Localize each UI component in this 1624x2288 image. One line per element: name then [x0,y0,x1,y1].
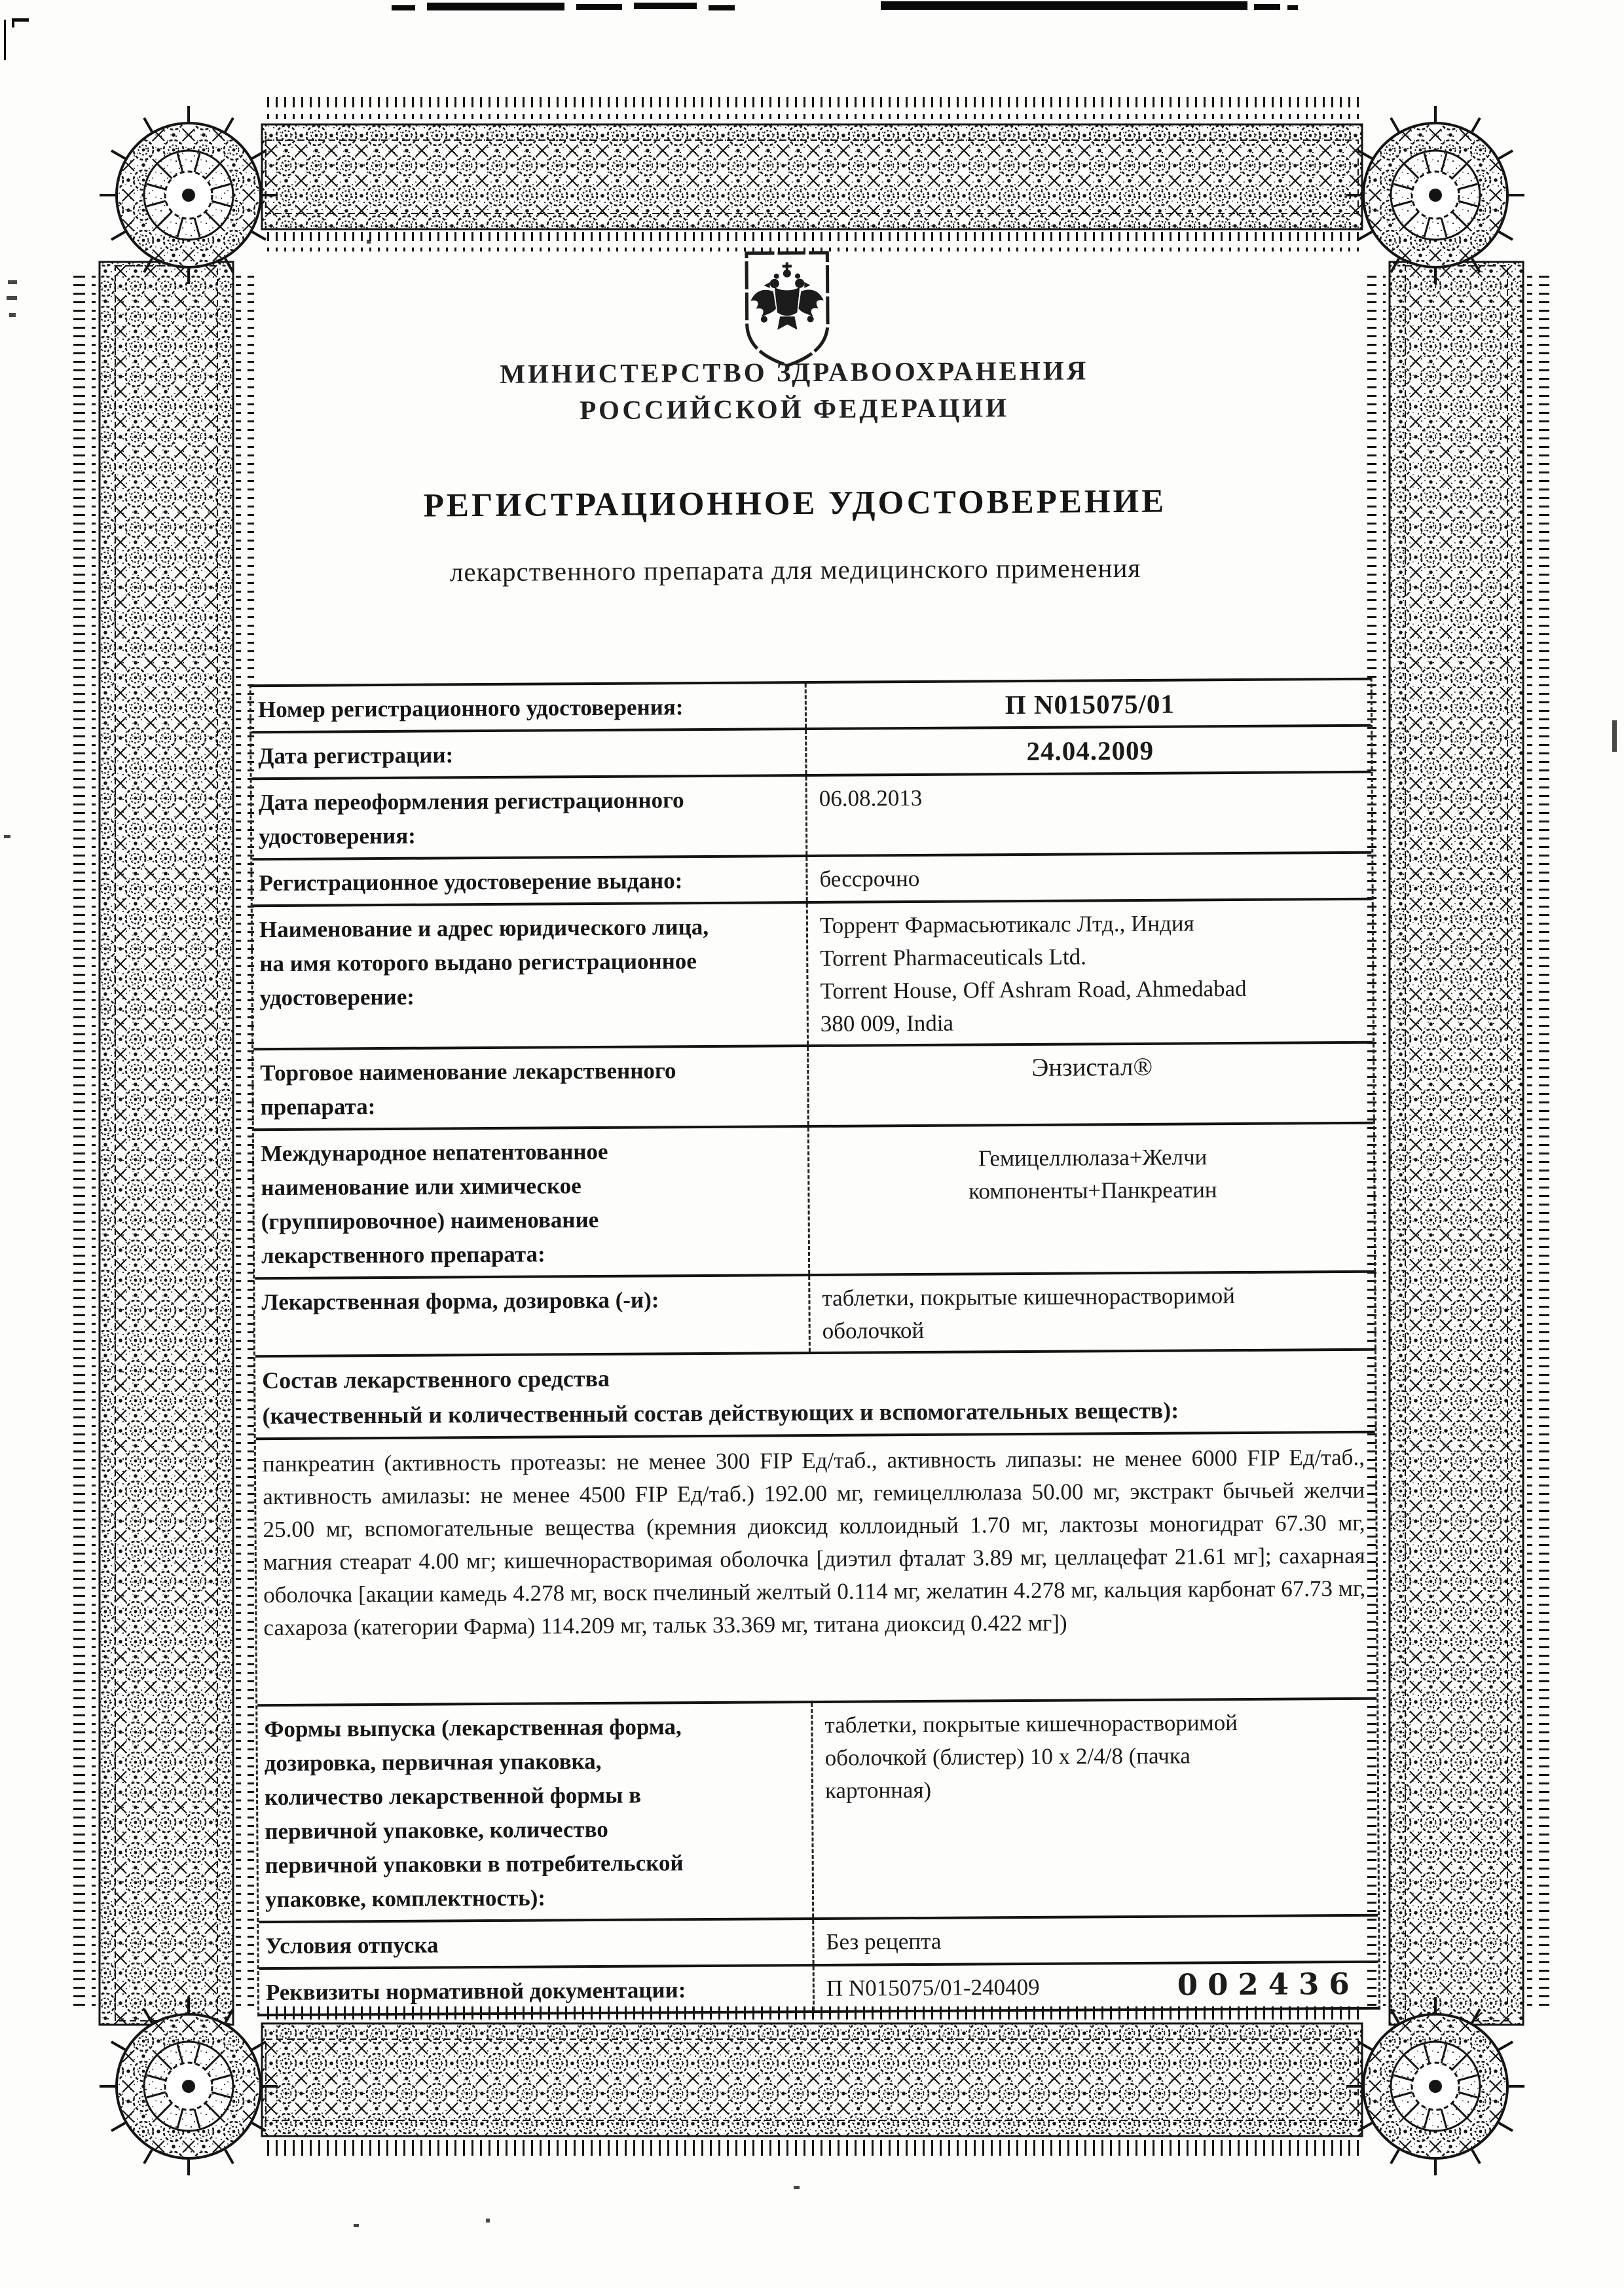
row-value: Торрент Фармасьютикалс Лтд., Индия Torrent Pharmaceuticals Ltd. Torrent House, Off Ashram Road, Ahmedabad 380 009, India [806,900,1373,1044]
table-row-registration-number [251,680,1371,731]
row-value: таблетки, покрытые кишечнорастворимой оболочкой [808,1273,1375,1352]
table-row-composition-header [255,1348,1375,1437]
row-label: Номер регистрационного удостоверения: [257,694,684,723]
row-label: Наименование и адрес юридического лица, на имя которого выдано регистрационное удостоверение: [259,913,709,1011]
row-label: Регистрационное удостоверение выдано: [259,868,683,896]
row-label: Международное непатентованное наименование или химическое (группировочное) наименование лекарственного препарата: [260,1138,608,1269]
row-value: Энзистал® [807,1044,1373,1125]
row-value: 24.04.2009 [805,727,1371,774]
table-row-inn-name [254,1122,1374,1277]
row-value: Гемицеллюлаза+Желчи компоненты+Панкреатин [807,1124,1374,1274]
row-value: бессрочно [805,854,1371,901]
row-label: Формы выпуска (лекарственная форма, дозировка, первичная упаковка, количество лекарственной формы в первичной упаковке, количество первичной упаковки в потребительской упаковке, комплектность): [264,1714,684,1913]
row-value: 06.08.2013 [805,773,1372,855]
row-label: Дата переоформления регистрационного удостоверения: [258,787,684,850]
ministry-name-line1: МИНИСТЕРСТВО ЗДРАВООХРАНЕНИЯ [500,355,1089,389]
row-value: таблетки, покрытые кишечнорастворимой оболочкой (блистер) 10 х 2/4/8 (пачка картонная) [811,1700,1378,1917]
row-value: Без рецепта [812,1917,1378,1964]
registration-details-table [249,678,1380,2016]
row-label: Дата регистрации: [258,742,454,769]
composition-header: Состав лекарственного средства (качественный и количественный состав действующих и вспомогательных веществ): [262,1365,1179,1430]
serial-number-stamp: 002436 [1177,1966,1359,2002]
table-row-dosage-form [255,1270,1375,1355]
russia-coat-of-arms-icon [736,249,839,369]
document-subtitle: лекарственного препарата для медицинского применения [449,552,1141,587]
row-label: Торговое наименование лекарственного препарата: [260,1058,676,1120]
ministry-name-line2: РОССИЙСКОЙ ФЕДЕРАЦИИ [580,392,1010,426]
table-row-trade-name [253,1041,1373,1128]
row-value: П N015075/01 [805,680,1371,728]
table-row-registration-date [251,724,1371,777]
table-row-reissue-date [252,771,1372,858]
row-value: П N015075/01-240409 [813,1963,1378,2010]
table-row-release-forms [257,1697,1378,1921]
row-label: Лекарственная форма, дозировка (-и): [261,1287,659,1316]
row-label: Условия отпуска [265,1932,439,1959]
table-row-validity [252,851,1371,904]
ministry-header [218,350,1371,431]
table-row-dispensing-conditions [259,1914,1378,1967]
table-row-composition-text [256,1431,1376,1704]
document-title: РЕГИСТРАЦИОННОЕ УДОСТОВЕРЕНИЕ [423,483,1167,525]
composition-text: панкреатин (активность протеазы: не менее 300 FIP Ед/таб., активность липазы: не менее 6000 FIP Ед/таб., активность амилазы: не менее 4500 FIP Ед/таб.) 192.00 мг, гемицеллюлаза 50.00 мг, экстракт бычьей желчи 25.00 мг, вспомогательные вещества (кремния диоксид коллоидный 1.70 мг, лактозы моногидрат 67.30 мг, магния стеарат 4.00 мг; кишечнорастворимая оболочка [диэтил фталат 3.89 мг, целлацефат 21.61 мг]; сахарная оболочка [акации камедь 4.278 мг, воск пчелиный желтый 0.114 мг, желатин 4.278 мг, кальция карбонат 67.73 мг, сахароза (категории Фарма) 114.209 мг, тальк 33.369 мг, титана диоксид 0.422 мг]) [262,1444,1366,1641]
row-label: Реквизиты нормативной документации: [265,1977,686,2006]
table-row-legal-entity [253,898,1373,1048]
